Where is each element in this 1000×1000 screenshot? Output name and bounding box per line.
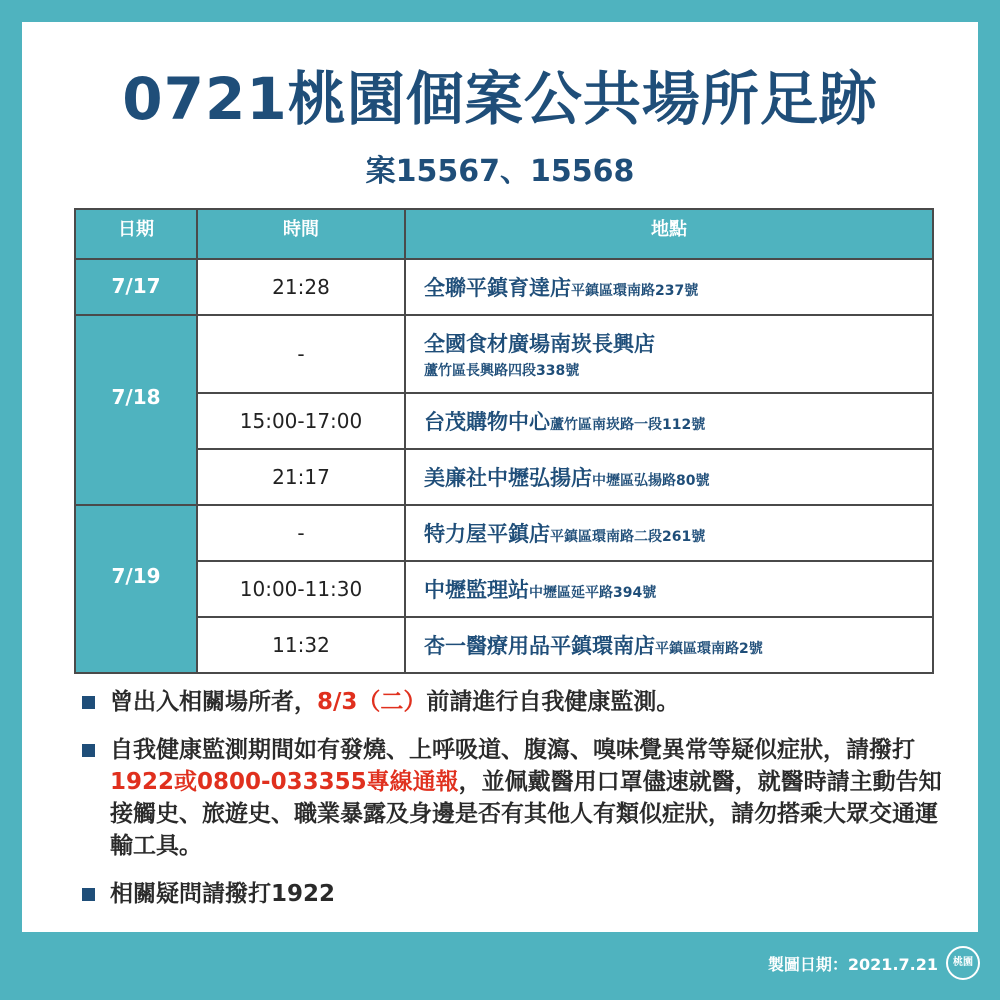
table-row: [75, 259, 933, 315]
row-time: 11:32: [197, 617, 405, 673]
place-name: 美廉社中壢弘揚店: [424, 466, 592, 490]
row-time: 21:28: [197, 259, 405, 315]
row-time: -: [197, 505, 405, 561]
place-address: 平鎮區環南路二段261號: [550, 529, 706, 545]
table-row: [75, 449, 933, 505]
place-address: 蘆竹區南崁路一段112號: [550, 417, 706, 433]
table-header-row: [75, 209, 933, 259]
notes-list: [80, 686, 960, 926]
note-symptoms: [80, 734, 960, 862]
footprint-table: [74, 208, 934, 674]
note-highlight: 1922或0800-033355專線通報: [110, 769, 459, 795]
square-bullet-icon: [82, 888, 95, 901]
row-place: [405, 449, 933, 505]
row-time: 10:00-11:30: [197, 561, 405, 617]
header-place: 地點: [405, 209, 933, 259]
page-title: 0721桃園個案公共場所足跡: [122, 65, 878, 133]
square-bullet-icon: [82, 744, 95, 757]
row-place: [405, 259, 933, 315]
place-address: 平鎮區環南路237號: [571, 283, 699, 299]
row-place: [405, 315, 933, 393]
row-place: [405, 561, 933, 617]
row-date: 7/17: [75, 259, 197, 315]
note-text: 相關疑問請撥打1922: [110, 881, 336, 907]
row-date: 7/19: [75, 505, 197, 673]
table-row: [75, 315, 933, 393]
row-time: -: [197, 315, 405, 393]
row-place: [405, 393, 933, 449]
note-text: 曾出入相關場所者，: [110, 689, 317, 715]
table-row: [75, 505, 933, 561]
place-name: 中壢監理站: [424, 578, 529, 602]
header-time: 時間: [197, 209, 405, 259]
place-address: 蘆竹區長興路四段338號: [424, 363, 580, 379]
note-text: 自我健康監測期間如有發燒、上呼吸道、腹瀉、嗅味覺異常等疑似症狀，請撥打: [110, 737, 915, 763]
place-name: 全國食材廣場南崁長興店: [424, 332, 655, 356]
square-bullet-icon: [82, 696, 95, 709]
place-name: 杏一醫療用品平鎮環南店: [424, 634, 655, 658]
case-numbers: 案15567、15568: [365, 154, 635, 189]
note-text: 前請進行自我健康監測。: [426, 689, 680, 715]
row-place: [405, 505, 933, 561]
row-place: [405, 617, 933, 673]
city-seal-icon: 桃園: [946, 946, 980, 980]
production-date: 製圖日期：2021.7.21: [767, 955, 938, 974]
table-row: [75, 561, 933, 617]
row-date: 7/18: [75, 315, 197, 505]
table-row: [75, 617, 933, 673]
place-address: 中壢區弘揚路80號: [592, 473, 710, 489]
place-name: 全聯平鎮育達店: [424, 276, 571, 300]
place-address: 平鎮區環南路2號: [655, 641, 763, 657]
place-name: 特力屋平鎮店: [424, 522, 550, 546]
table-row: [75, 393, 933, 449]
header-date: 日期: [75, 209, 197, 259]
place-name: 台茂購物中心: [424, 410, 550, 434]
note-text: ，並佩戴醫用口罩儘速就醫，就醫時請主動告知接觸史、旅遊史、職業暴露及身邊是否有其他人有類似症狀，請勿搭乘大眾交通運輸工具。: [110, 769, 942, 859]
row-time: 21:17: [197, 449, 405, 505]
note-self-monitoring: [80, 686, 960, 718]
poster-card: [22, 22, 978, 932]
note-hotline: [80, 878, 960, 910]
place-address: 中壢區延平路394號: [529, 585, 657, 601]
note-highlight: 8/3（二）: [317, 689, 427, 715]
row-time: 15:00-17:00: [197, 393, 405, 449]
